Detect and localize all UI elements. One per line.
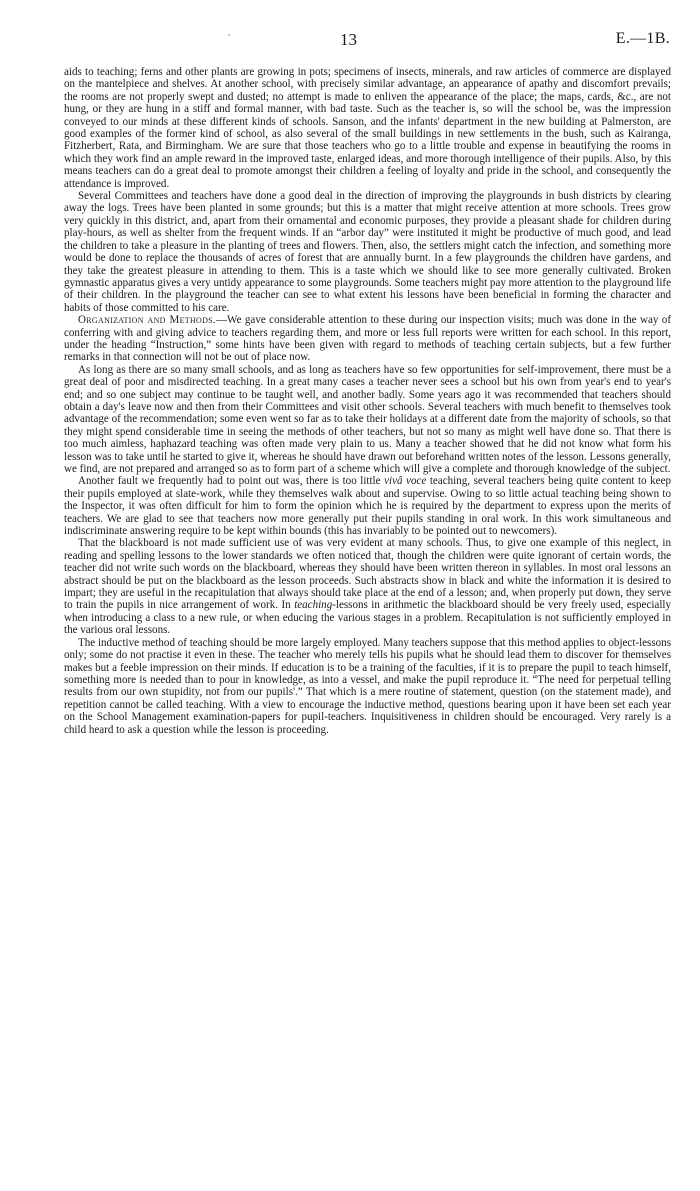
paragraph-5 [64,475,671,537]
document-reference: E.—1B. [615,30,670,47]
paragraph-7 [64,637,671,736]
paragraph-6 [64,537,671,636]
paragraph-1-text: aids to teaching; ferns and other plants are growing in pots; specimens of insects, minerals, and raw articles of commerce are displayed on the mantelpiece and shelves. At another school, with precisely similar advantage, an appearance of apathy and discomfort prevails; the rooms are not properly swept and dusted; no attempt is made to enliven the appearance of the place; the maps, cards, &c., are not hung, or they are hung in a stiff and formal manner, with bad taste. Such as the teacher is, so will the school be, was the impression conveyed to our minds at these different kinds of schools. Sanson, and the infants' department in the new building at Palmerston, are good examples of the former kind of school, as also several of the small buildings in new settlements in the bush, such as Kairanga, Fitzherbert, Rata, and Birmingham. We are sure that those teachers who go to a little trouble and expense in beautifying the rooms in which they work find an ample reward in the improved taste, enlarged ideas, and more thorough intelligence of their pupils. Also, by this means teachers can do a great deal to promote amongst their children a feeling of loyalty and pride in the school, and consequently the attendance is improved. [64,66,671,190]
section-heading: Organization and Methods. [78,314,216,327]
paragraph-4 [64,364,671,476]
paragraph-5-text: teaching, several teachers being quite content to keep their pupils employed at slate-work, while they themselves walk about and supervise. Owing to so little actual teaching being shown to the Inspector, it was often difficult for him to form the opinion which he is required by the department to express upon the merits of teachers. We are glad to see that teachers now more generally put their pupils standing in oral work. In this work simultaneous and indiscriminate answering require to be kept within bounds (this has invariably to be pointed out to newcomers). [64,475,671,538]
paragraph-6-italic: teaching [294,599,333,612]
body-text [64,66,671,736]
paragraph-5-lead: Another fault we frequently had to point out was, there is too little [78,475,385,488]
page-header [64,30,670,52]
paragraph-3-text: —We gave considerable attention to these during our inspection visits; much was done in the way of conferring with and giving advice to teachers regarding them, and more or less full reports were written for each school. In this report, under the heading “Instruction,” some hints have been given with regard to methods of teaching certain subjects, but a few further remarks in that connection will not be out of place now. [64,314,672,364]
page-number: 13 [340,30,357,49]
paragraph-6-text: -lessons in arithmetic the blackboard should be very freely used, especially when introducing a class to a new rule, or when educing the various stages in a problem. Recapitulation is not sufficiently employed in the various oral lessons. [64,599,671,637]
paragraph-5-italic: vivâ voce [384,475,427,488]
paragraph-1 [64,66,671,190]
paragraph-2 [64,190,671,314]
paragraph-2-text: Several Committees and teachers have done a good deal in the direction of improving the playgrounds in bush districts by clearing away the logs. Trees have been planted in some grounds; but this is a matter that might receive attention at more schools. Trees grow very quickly in this district, and, apart from their ornamental and economic purposes, they provide a pleasant shade for children during play-hours, as well as shelter from the frequent winds. If an “arbor day” were instituted it might be productive of much good, and lead the children to take a pleasure in the planting of trees and flowers. Then, also, the settlers might catch the infection, and something more would be done to replace the thousands of acres of forest that are annually burnt. In a few playgrounds the children have gardens, and they take the greatest pleasure in attending to them. This is a taste which we should like to see more generally cultivated. Broken gymnastic apparatus gives a very untidy appearance to some playgrounds. Some teachers might pay more attention to the playground life of their children. In the playground the teacher can see to what extent his lessons have been beneficial in forming the character and habits of those committed to his care. [64,190,671,314]
paragraph-6-lead: That the blackboard is not made sufficient use of was very evident at many schools. Thus, to give one example of this neglect, in reading and spelling lessons to the lower standards we often noticed that, though the children were quite ignorant of certain words, the teacher did not write such words on the blackboard, whereas they should have been written thereon in syllables. In most oral lessons an abstract should be put on the blackboard as the lesson proceeds. Such abstracts show in black and white the information it is desired to impart; they are useful in the recapitulation that always should take place at the end of a lesson; and, when properly put down, they serve to train the pupils in nice arrangement of work. In [64,537,671,612]
paragraph-7-text: The inductive method of teaching should be more largely employed. Many teachers suppose that this method applies to object-lessons only; some do not practise it even in these. The teacher who merely tells his pupils what he should lead them to discover for themselves makes but a feeble impression on their minds. If education is to be a training of the faculties, if it is to prepare the pupil to teach himself, something more is needed than to pour in knowledge, as into a vessel, and make the pupil reproduce it. “The need for perpetual telling results from our own stupidity, not from our pupils'.” That which is a mere routine of statement, question (on the statement made), and repetition cannot be called teaching. With a view to encourage the inductive method, questions bearing upon it have been set each year on the School Management examination-papers for pupil-teachers. Inquisitiveness in children should be encouraged. Very rarely is a child heard to ask a question while the lesson is proceeding. [64,636,671,736]
paragraph-3 [64,314,671,364]
paragraph-4-text: As long as there are so many small schools, and as long as teachers have so few opportunities for self-improvement, there must be a great deal of poor and misdirected teaching. In a great many cases a teacher never sees a school but his own from year's end to year's end; and so one subject may continue to be taught well, and another badly. Some years ago it was recommended that teachers should obtain a day's leave now and then from their Committees and visit other schools. Several teachers with much benefit to themselves took advantage of the recommendation; some even went so far as to take their holidays at a different date from the majority of schools, so that they might spend considerable time in seeing the methods of other teachers, but not so many as might well have done so. That there is too much aimless, haphazard teaching was often made very plain to us. Many a teacher showed that he did not know what form his lesson was to take until he started to give it, whereas he should have drawn out beforehand written notes of the lesson. Lessons generally, we find, are not prepared and arranged so as to form part of a scheme which will give a complete and thorough knowledge of the subject. [64,363,671,475]
